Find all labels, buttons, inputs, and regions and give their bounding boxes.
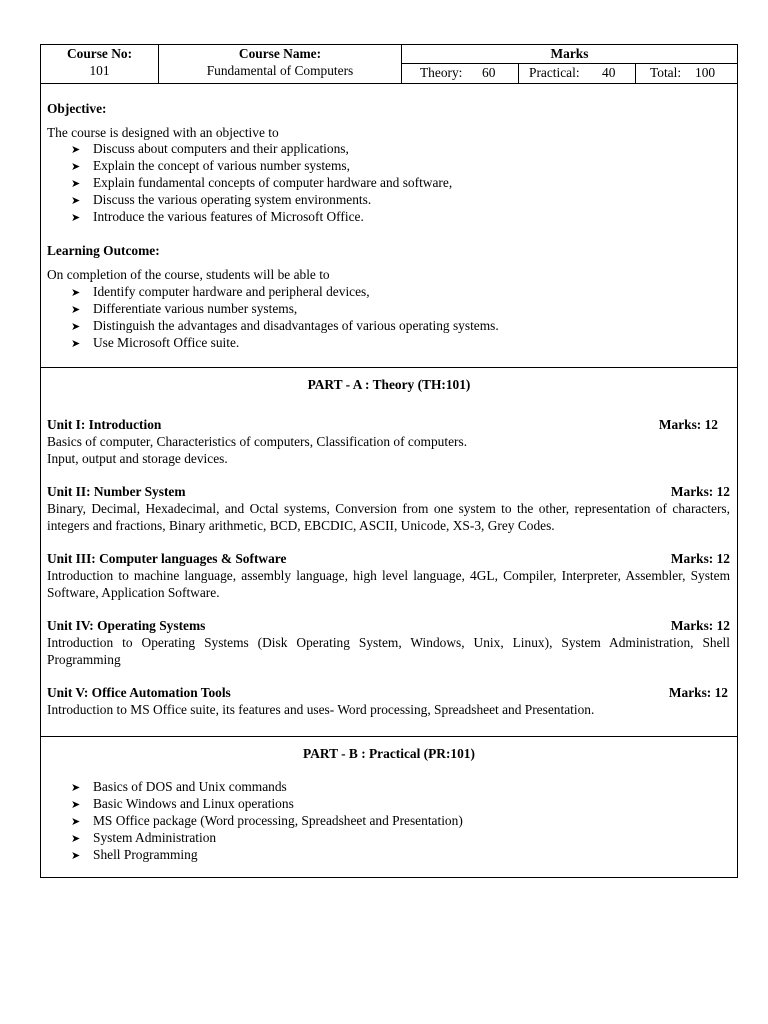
- unit-description: Introduction to MS Office suite, its features and uses- Word processing, Spreadsheet and Presentation.: [47, 702, 595, 717]
- objective-item: ➤ Discuss about computers and their applications,: [71, 141, 349, 159]
- objective-item: ➤ Explain fundamental concepts of computer hardware and software,: [71, 175, 452, 193]
- unit-block: [47, 685, 730, 719]
- arrow-bullet-icon: ➤: [71, 194, 81, 207]
- marks-breakdown-row: [402, 63, 737, 84]
- total-value: 100: [695, 65, 716, 80]
- unit-marks: Marks: 12: [670, 551, 730, 566]
- arrow-bullet-icon: ➤: [71, 849, 81, 862]
- course-header-table: [41, 45, 737, 84]
- syllabus-frame: [40, 44, 738, 878]
- marks-label: Marks: [550, 46, 589, 61]
- course-no-label: Course No:: [66, 46, 133, 61]
- total-marks-cell: [636, 64, 737, 83]
- theory-label: Theory:: [420, 65, 463, 80]
- arrow-bullet-icon: ➤: [71, 160, 81, 173]
- arrow-bullet-icon: ➤: [71, 303, 81, 316]
- arrow-bullet-icon: ➤: [71, 177, 81, 190]
- course-no-value: 101: [89, 63, 110, 78]
- unit-title: Unit IV: Operating Systems: [47, 618, 206, 633]
- unit-description: Basics of computer, Characteristics of computers, Classification of computers.: [47, 434, 468, 449]
- outcome-item: ➤ Differentiate various number systems,: [71, 301, 297, 319]
- objective-item: ➤ Explain the concept of various number systems,: [71, 158, 350, 176]
- objective-heading: Objective:: [47, 101, 107, 116]
- unit-marks: Marks: 12: [668, 685, 728, 700]
- course-name-value: Fundamental of Computers: [206, 63, 354, 78]
- unit-description: Input, output and storage devices.: [47, 450, 228, 466]
- objective-item: ➤ Introduce the various features of Microsoft Office.: [71, 209, 364, 227]
- theory-marks-cell: [402, 64, 519, 83]
- unit-title: Unit III: Computer languages & Software: [47, 551, 287, 566]
- practical-item: ➤ System Administration: [71, 830, 216, 848]
- arrow-bullet-icon: ➤: [71, 143, 81, 156]
- unit-title: Unit I: Introduction: [47, 417, 162, 432]
- unit-description: Binary, Decimal, Hexadecimal, and Octal systems, Conversion from one system to the other, representation of characters, integers and fractions, Binary arithmetic, BCD, EBCDIC, ASCII, Unicode, XS-3, Grey Codes.: [47, 501, 730, 533]
- unit-description: Introduction to machine language, assembly language, high level language, 4GL, Compiler, Interpreter, Assembler, System Software, Application Software.: [47, 568, 730, 600]
- part-a-heading: PART - A : Theory (TH:101): [307, 377, 471, 392]
- outcome-intro: On completion of the course, students will be able to: [47, 267, 330, 282]
- arrow-bullet-icon: ➤: [71, 798, 81, 811]
- course-no-cell: [41, 45, 159, 83]
- part-b-heading: PART - B : Practical (PR:101): [303, 746, 475, 761]
- theory-value: 60: [482, 65, 496, 80]
- outcome-item: ➤ Use Microsoft Office suite.: [71, 335, 239, 353]
- course-name-label: Course Name:: [238, 46, 322, 61]
- arrow-bullet-icon: ➤: [71, 781, 81, 794]
- total-label: Total:: [650, 65, 682, 80]
- arrow-bullet-icon: ➤: [71, 211, 81, 224]
- practical-marks-cell: [519, 64, 636, 83]
- unit-block: [47, 417, 730, 468]
- unit-block: [47, 618, 730, 669]
- unit-marks: Marks: 12: [670, 618, 730, 633]
- part-b-section: [41, 737, 737, 878]
- unit-marks: Marks: 12: [670, 484, 730, 499]
- arrow-bullet-icon: ➤: [71, 286, 81, 299]
- part-a-section: [41, 368, 737, 737]
- outcome-item: ➤ Identify computer hardware and peripheral devices,: [71, 284, 370, 302]
- objective-section: [41, 83, 737, 368]
- unit-block: [47, 484, 730, 535]
- practical-item: ➤ Basic Windows and Linux operations: [71, 796, 294, 814]
- practical-item: ➤ Basics of DOS and Unix commands: [71, 779, 287, 797]
- course-name-cell: [159, 45, 402, 83]
- practical-item: ➤ MS Office package (Word processing, Spreadsheet and Presentation): [71, 813, 463, 831]
- unit-marks: Marks: 12: [658, 417, 718, 432]
- unit-block: [47, 551, 730, 602]
- arrow-bullet-icon: ➤: [71, 815, 81, 828]
- outcome-heading: Learning Outcome:: [47, 243, 160, 258]
- marks-cell: [402, 45, 737, 83]
- arrow-bullet-icon: ➤: [71, 337, 81, 350]
- objective-item: ➤ Discuss the various operating system environments.: [71, 192, 371, 210]
- practical-value: 40: [602, 65, 616, 80]
- practical-item: ➤ Shell Programming: [71, 847, 198, 865]
- practical-label: Practical:: [529, 65, 580, 80]
- objective-intro: The course is designed with an objective to: [47, 125, 279, 140]
- arrow-bullet-icon: ➤: [71, 832, 81, 845]
- unit-title: Unit II: Number System: [47, 484, 186, 499]
- unit-title: Unit V: Office Automation Tools: [47, 685, 231, 700]
- arrow-bullet-icon: ➤: [71, 320, 81, 333]
- unit-description: Introduction to Operating Systems (Disk Operating System, Windows, Unix, Linux), System Administration, Shell Programming: [47, 635, 730, 667]
- outcome-item: ➤ Distinguish the advantages and disadvantages of various operating systems.: [71, 318, 499, 336]
